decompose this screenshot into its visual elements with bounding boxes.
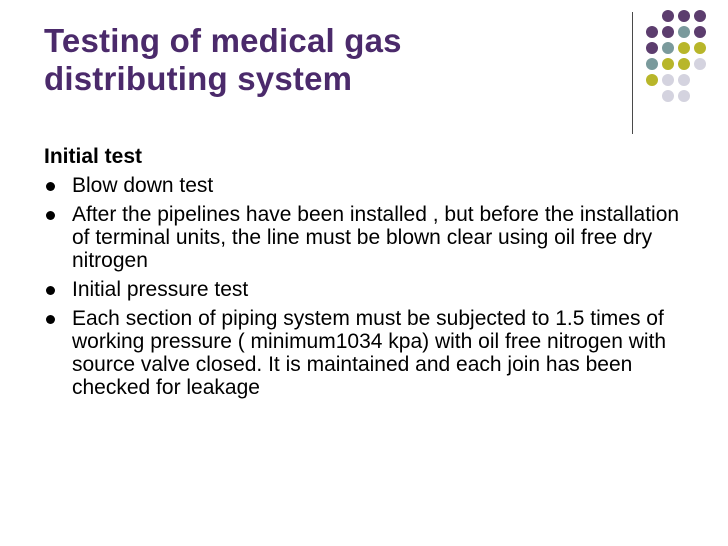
decorative-dot [678, 58, 690, 70]
bullet-dot-icon [46, 211, 55, 220]
decorative-dot [694, 58, 706, 70]
decorative-dot [662, 26, 674, 38]
decorative-dot [646, 42, 658, 54]
bullet-item [44, 307, 694, 399]
bullet-item [44, 174, 694, 197]
bullet-text: Each section of piping system must be subjected to 1.5 times of working pressure ( minimum1034 kpa) with oil free nitrogen with source valve closed. It is maintained and each join has been checked for leakage [72, 307, 667, 399]
decorative-dot [646, 74, 658, 86]
bullet-dot-icon [46, 182, 55, 191]
decorative-dot [694, 26, 706, 38]
decorative-dot [662, 90, 674, 102]
decorative-dot [662, 74, 674, 86]
slide-body [44, 145, 694, 405]
bullet-item [44, 203, 694, 272]
title-line-1: Testing of medical gas [44, 22, 402, 59]
decorative-dot [646, 26, 658, 38]
decorative-dot-grid [0, 0, 728, 140]
bullet-item [44, 278, 694, 301]
decorative-dot [678, 90, 690, 102]
decorative-dot [678, 26, 690, 38]
decorative-dot [694, 42, 706, 54]
decorative-dot [662, 10, 674, 22]
decorative-dot [678, 10, 690, 22]
bullet-text: Initial pressure test [72, 278, 249, 301]
bullet-text: Blow down test [72, 174, 214, 197]
decorative-dot [678, 74, 690, 86]
decorative-dot [646, 58, 658, 70]
decorative-dot [678, 42, 690, 54]
bullet-dot-icon [46, 286, 55, 295]
decorative-divider [632, 12, 633, 134]
bullet-text: After the pipelines have been installed , but before the installation of terminal units, the line must be blown clear using oil free dry nitrogen [72, 203, 680, 272]
title-line-2: distributing system [44, 60, 353, 97]
decorative-dot [662, 42, 674, 54]
section-heading: Initial test [44, 145, 143, 168]
bullet-dot-icon [46, 315, 55, 324]
decorative-dot [694, 10, 706, 22]
decorative-dot [662, 58, 674, 70]
